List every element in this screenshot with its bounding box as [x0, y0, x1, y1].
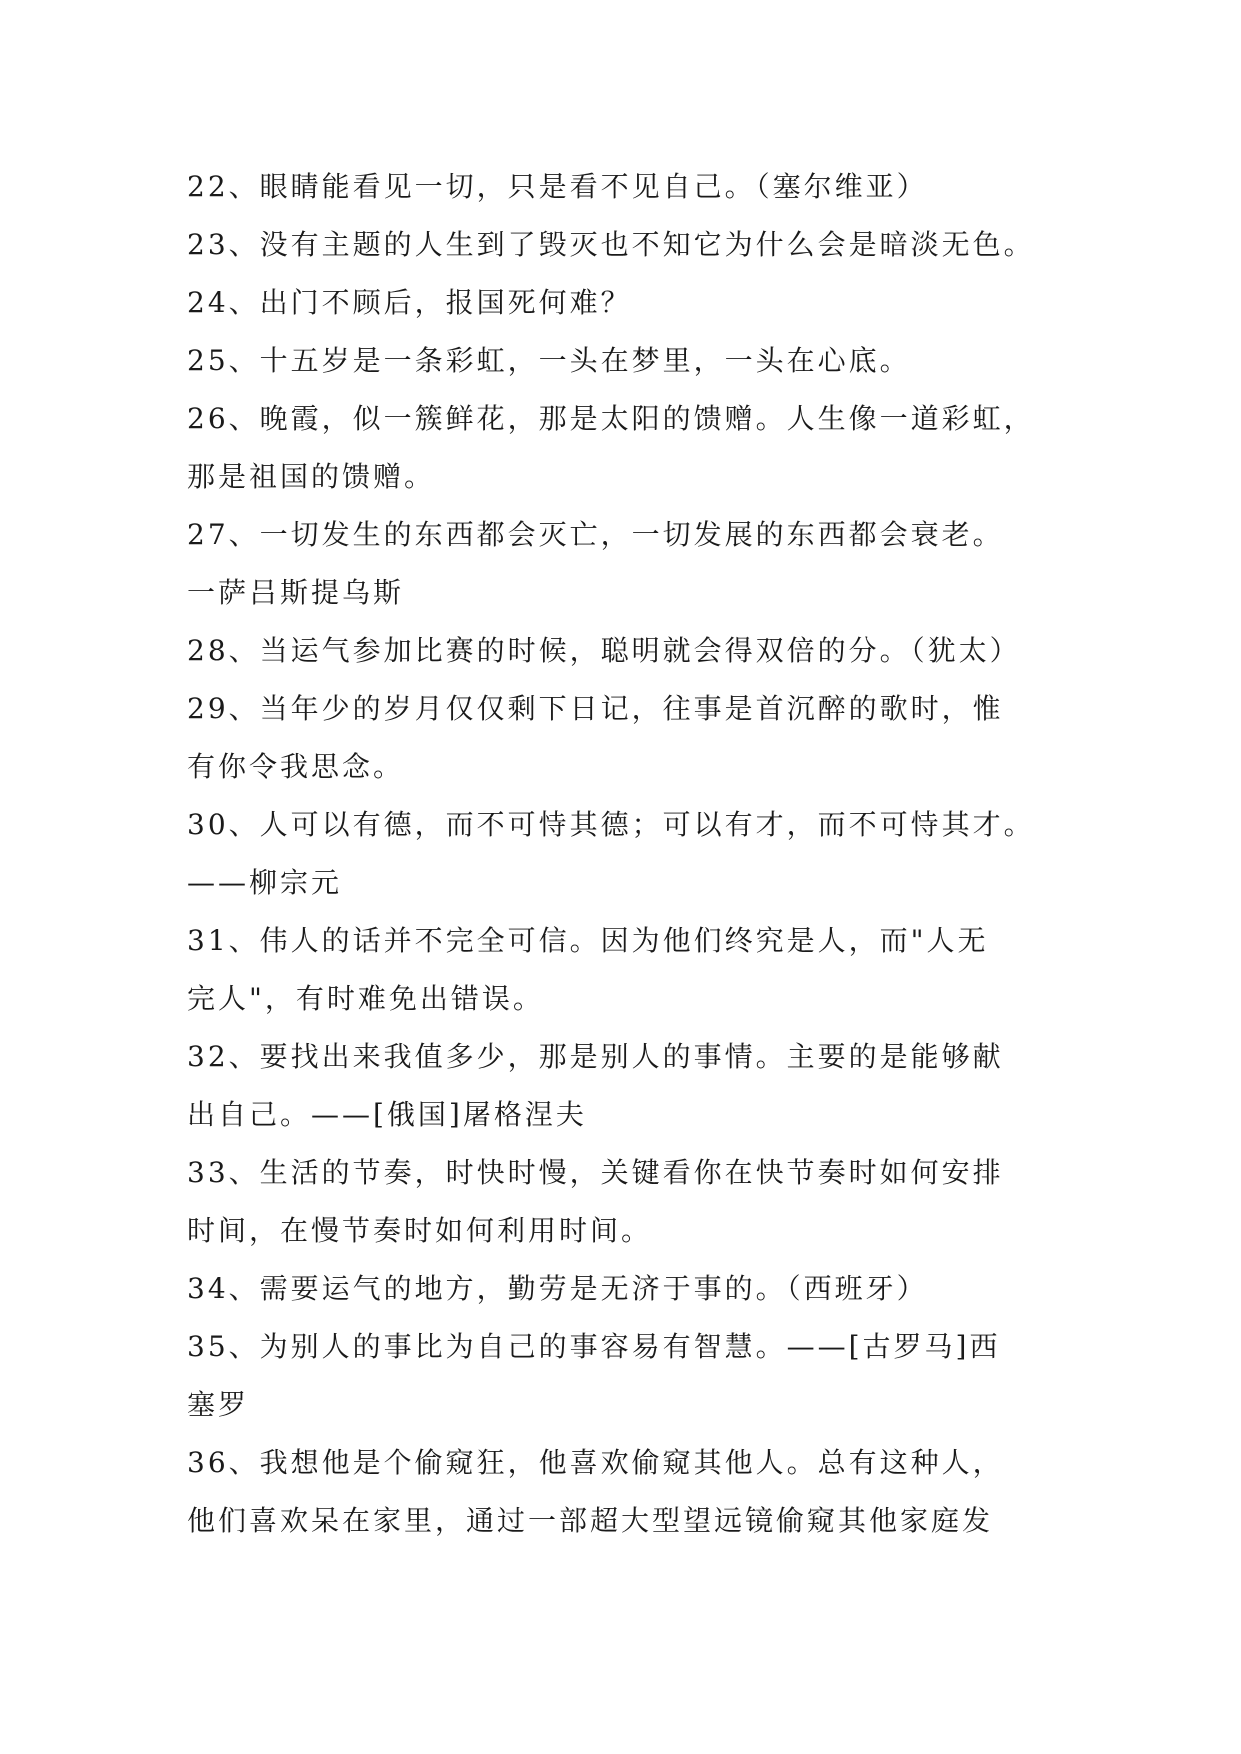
quote-line: 24、出门不顾后，报国死何难？ — [187, 286, 632, 319]
quote-line: 30、人可以有德，而不可恃其德；可以有才，而不可恃其才。 — [187, 808, 1035, 841]
quote-line: 35、为别人的事比为自己的事容易有智慧。——[古罗马]西 — [187, 1330, 1001, 1363]
quote-line: 那是祖国的馈赠。 — [187, 460, 436, 493]
quote-line: 33、生活的节奏，时快时慢，关键看你在快节奏时如何安排 — [187, 1156, 1004, 1189]
quote-list — [187, 158, 1087, 1550]
quote-line: 27、一切发生的东西都会灭亡，一切发展的东西都会衰老。 — [187, 518, 1004, 551]
quote-line: 26、晚霞，似一簇鲜花，那是太阳的馈赠。人生像一道彩虹， — [187, 402, 1035, 435]
quote-line: 塞罗 — [187, 1388, 250, 1421]
quote-line: 32、要找出来我值多少，那是别人的事情。主要的是能够献 — [187, 1040, 1004, 1073]
quote-line: ——柳宗元 — [187, 866, 343, 899]
quote-line: 25、十五岁是一条彩虹，一头在梦里，一头在心底。 — [187, 344, 911, 377]
quote-line: 34、需要运气的地方，勤劳是无济于事的。（西班牙） — [187, 1272, 928, 1305]
quote-line: 22、眼睛能看见一切，只是看不见自己。（塞尔维亚） — [187, 170, 928, 203]
quote-line: 31、伟人的话并不完全可信。因为他们终究是人，而"人无 — [187, 924, 989, 957]
quote-line: 有你令我思念。 — [187, 750, 405, 783]
quote-line: 他们喜欢呆在家里，通过一部超大型望远镜偷窥其他家庭发 — [187, 1504, 994, 1537]
quote-line: 时间，在慢节奏时如何利用时间。 — [187, 1214, 653, 1247]
quote-line: 28、当运气参加比赛的时候，聪明就会得双倍的分。（犹太） — [187, 634, 1021, 667]
quote-line: 一萨吕斯提乌斯 — [187, 576, 405, 609]
quote-line: 29、当年少的岁月仅仅剩下日记，往事是首沉醉的歌时，惟 — [187, 692, 1004, 725]
quote-line: 出自己。——[俄国]屠格涅夫 — [187, 1098, 587, 1131]
quote-line: 完人"，有时难免出错误。 — [187, 982, 544, 1015]
quote-line: 23、没有主题的人生到了毁灭也不知它为什么会是暗淡无色。 — [187, 228, 1035, 261]
quote-line: 36、我想他是个偷窥狂，他喜欢偷窥其他人。总有这种人， — [187, 1446, 1004, 1479]
